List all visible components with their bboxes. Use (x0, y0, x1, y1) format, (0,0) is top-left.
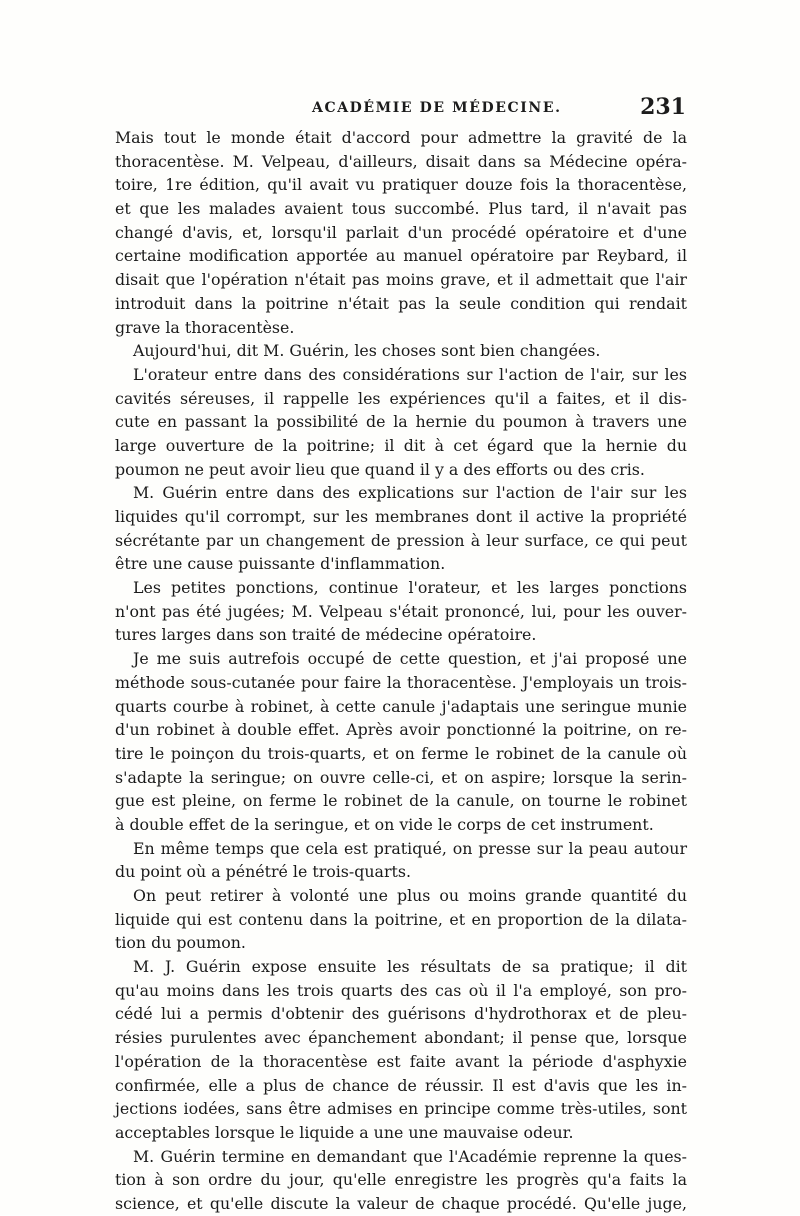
text-line: changé d'avis, et, lorsqu'il parlait d'un procédé opératoire et d'une (115, 222, 687, 242)
text-line: M. Guérin termine en demandant que l'Académie reprenne la ques- (133, 1146, 687, 1166)
text-line: poumon ne peut avoir lieu que quand il y a des efforts ou des cris. (115, 459, 645, 479)
text-line: Aujourd'hui, dit M. Guérin, les choses sont bien changées. (133, 341, 601, 361)
text-line: certaine modification apportée au manuel opératoire par Reybard, il (115, 246, 687, 266)
page-number: 231 (640, 94, 686, 120)
text-line: tion à son ordre du jour, qu'elle enregistre les progrès qu'a faits la (115, 1170, 687, 1190)
text-line: cavités séreuses, il rappelle les expériences qu'il a faites, et il dis- (115, 388, 687, 408)
paragraph (115, 363, 687, 481)
text-line: large ouverture de la poitrine; il dit à cet égard que la hernie du (115, 435, 687, 455)
paragraph (115, 647, 687, 837)
text-line: cédé lui a permis d'obtenir des guérisons d'hydrothorax et de pleu- (115, 1004, 687, 1024)
text-line: s'adapte la seringue; on ouvre celle-ci, et on aspire; lorsque la serin- (115, 767, 687, 787)
text-line: du point où a pénétré le trois-quarts. (115, 862, 411, 882)
text-line: quarts courbe à robinet, à cette canule j'adaptais une seringue munie (115, 696, 687, 716)
text-line: sécrétante par un changement de pression à leur surface, ce qui peut (115, 530, 687, 550)
text-line: confirmée, elle a plus de chance de réussir. Il est d'avis que les in- (115, 1075, 687, 1095)
text-line: liquides qu'il corrompt, sur les membranes dont il active la propriété (115, 507, 687, 526)
text-line: cute en passant la possibilité de la hernie du poumon à travers une (115, 412, 687, 432)
page-header (114, 96, 686, 124)
text-line: tion du poumon. (115, 933, 246, 953)
text-line: tire le poinçon du trois-quarts, et on ferme le robinet de la canule où (115, 743, 687, 763)
text-line: science, et qu'elle discute la valeur de chaque procédé. Qu'elle juge, (115, 1193, 687, 1213)
text-line: grave la thoracentèse. (115, 317, 295, 337)
body-text (115, 126, 687, 1216)
paragraph (115, 837, 687, 884)
text-line: d'un robinet à double effet. Après avoir ponctionné la poitrine, on re- (115, 720, 687, 740)
text-line: thoracentèse. M. Velpeau, d'ailleurs, disait dans sa Médecine opéra- (115, 151, 687, 171)
running-head: ACADÉMIE DE MÉDECINE. (312, 100, 562, 116)
text-line: Je me suis autrefois occupé de cette question, et j'ai proposé une (133, 649, 687, 669)
text-line: Les petites ponctions, continue l'orateur, et les larges ponctions (133, 578, 687, 598)
text-line: l'opération de la thoracentèse est faite avant la période d'asphyxie (115, 1051, 687, 1071)
text-line: acceptables lorsque le liquide a une une mauvaise odeur. (115, 1122, 574, 1142)
text-line: En même temps que cela est pratiqué, on presse sur la peau autour (133, 838, 687, 858)
text-line: gue est pleine, on ferme le robinet de la canule, on tourne le robinet (115, 791, 687, 811)
paragraph (115, 884, 687, 955)
text-line: qu'au moins dans les trois quarts des cas où il l'a employé, son pro- (115, 980, 687, 1000)
text-line: disait que l'opération n'était pas moins grave, et il admettait que l'air (115, 270, 687, 290)
text-line: toire, 1re édition, qu'il avait vu pratiquer douze fois la thoracentèse, (115, 175, 687, 195)
text-line: M. J. Guérin expose ensuite les résultats de sa pratique; il dit (133, 957, 687, 977)
paragraph (115, 339, 687, 363)
text-line: Mais tout le monde était d'accord pour admettre la gravité de la (115, 128, 687, 147)
text-line: être une cause puissante d'inflammation. (115, 554, 446, 574)
text-line: et que les malades avaient tous succombé. Plus tard, il n'avait pas (115, 199, 687, 219)
text-line: n'ont pas été jugées; M. Velpeau s'était prononcé, lui, pour les ouver- (115, 601, 687, 621)
text-line: liquide qui est contenu dans la poitrine, et en proportion de la dilata- (115, 909, 687, 929)
text-line: On peut retirer à volonté une plus ou moins grande quantité du (133, 886, 687, 905)
paragraph (115, 955, 687, 1145)
text-line: tures larges dans son traité de médecine opératoire. (115, 625, 537, 645)
text-line: à double effet de la seringue, et on vide le corps de cet instrument. (115, 814, 654, 834)
text-line: méthode sous-cutanée pour faire la thoracentèse. J'employais un trois- (115, 672, 687, 692)
text-line: résies purulentes avec épanchement abondant; il pense que, lorsque (115, 1028, 687, 1048)
paragraph (115, 1145, 687, 1216)
text-line: L'orateur entre dans des considérations sur l'action de l'air, sur les (133, 364, 687, 384)
text-line: jections iodées, sans être admises en principe comme très-utiles, sont (115, 1099, 687, 1119)
paragraph (115, 481, 687, 576)
paragraph (115, 576, 687, 647)
paragraph (115, 126, 687, 339)
text-line: introduit dans la poitrine n'était pas la seule condition qui rendait (115, 293, 687, 313)
text-line: M. Guérin entre dans des explications sur l'action de l'air sur les (133, 483, 687, 503)
